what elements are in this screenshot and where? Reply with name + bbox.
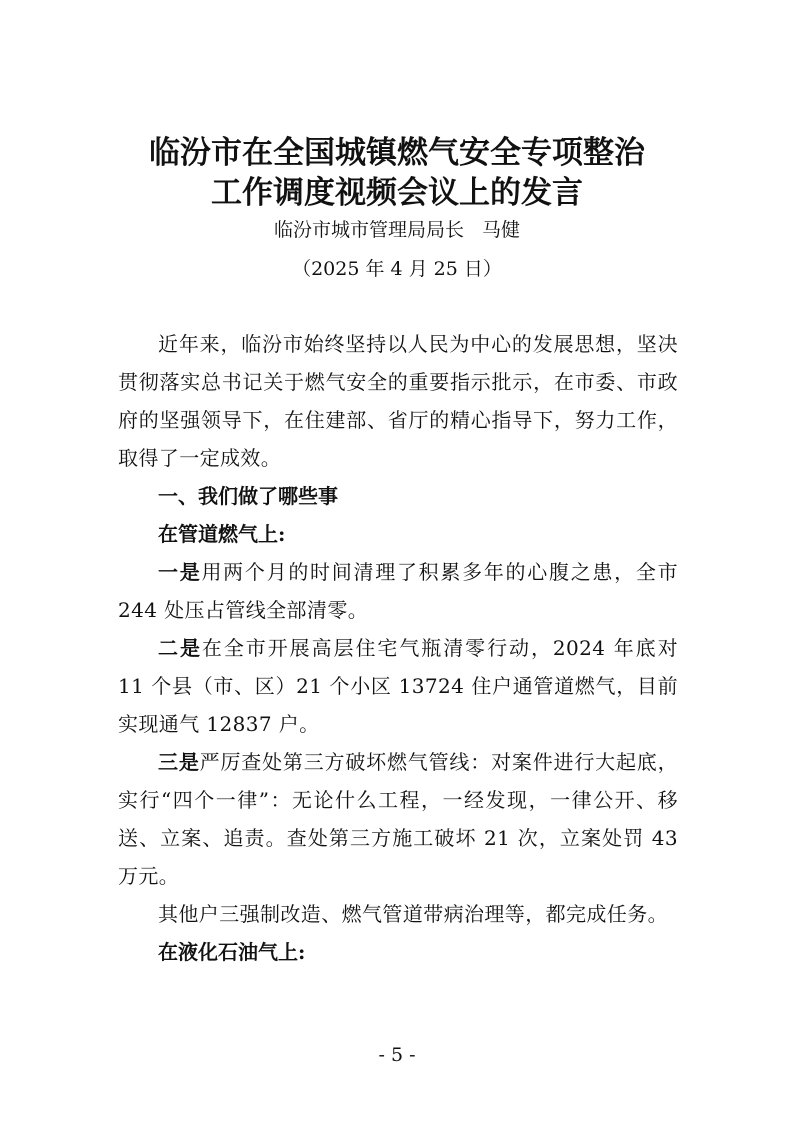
item-1-text: 用两个月的时间清理了积累多年的心腹之患，全市 244 处压占管线全部清零。 bbox=[118, 560, 678, 622]
item-3-text: 严厉查处第三方破坏燃气管线：对案件进行大起底，实行“四个一律”：无论什么工程，一经发现，一律公开、移送、立案、追责。查处第三方施工破坏 21 次，立案处罚 43 万元。 bbox=[118, 750, 678, 888]
lpg-heading: 在液化石油气上: bbox=[158, 940, 306, 964]
section-heading-1: 一、我们做了哪些事 bbox=[158, 484, 338, 508]
author-role: 临汾市城市管理局局长 bbox=[273, 219, 464, 241]
item-3-lead: 三是 bbox=[158, 750, 200, 774]
document-title-line-2: 工作调度视频会议上的发言 bbox=[211, 175, 583, 211]
item-1-paragraph bbox=[118, 553, 678, 629]
speech-date: （2025 年 4 月 25 日） bbox=[292, 258, 502, 280]
intro-paragraph: 近年来，临汾市始终坚持以人民为中心的发展思想，坚决贯彻落实总书记关于燃气安全的重要指示批示，在市委、市政府的坚强领导下，在住建部、省厅的精心指导下，努力工作，取得了一定成效。 bbox=[118, 332, 678, 470]
document-body bbox=[118, 325, 678, 971]
author-line bbox=[0, 216, 794, 244]
item-2-lead: 二是 bbox=[158, 636, 202, 660]
item-2-text: 在全市开展高层住宅气瓶清零行动，2024 年底对 11 个县（市、区）21 个小区 13724 住户通管道燃气，目前实现通气 12837 户。 bbox=[118, 636, 678, 736]
page-number: - 5 - bbox=[378, 1044, 416, 1066]
item-1-lead: 一是 bbox=[158, 560, 202, 584]
other-paragraph: 其他户三强制改造、燃气管道带病治理等，都完成任务。 bbox=[158, 902, 668, 926]
item-2-paragraph bbox=[118, 629, 678, 743]
author-name: 马健 bbox=[482, 219, 521, 241]
pipeline-gas-heading: 在管道燃气上: bbox=[158, 522, 286, 546]
document-title-line-1: 临汾市在全国城镇燃气安全专项整治 bbox=[149, 135, 645, 171]
item-3-paragraph bbox=[118, 743, 678, 895]
